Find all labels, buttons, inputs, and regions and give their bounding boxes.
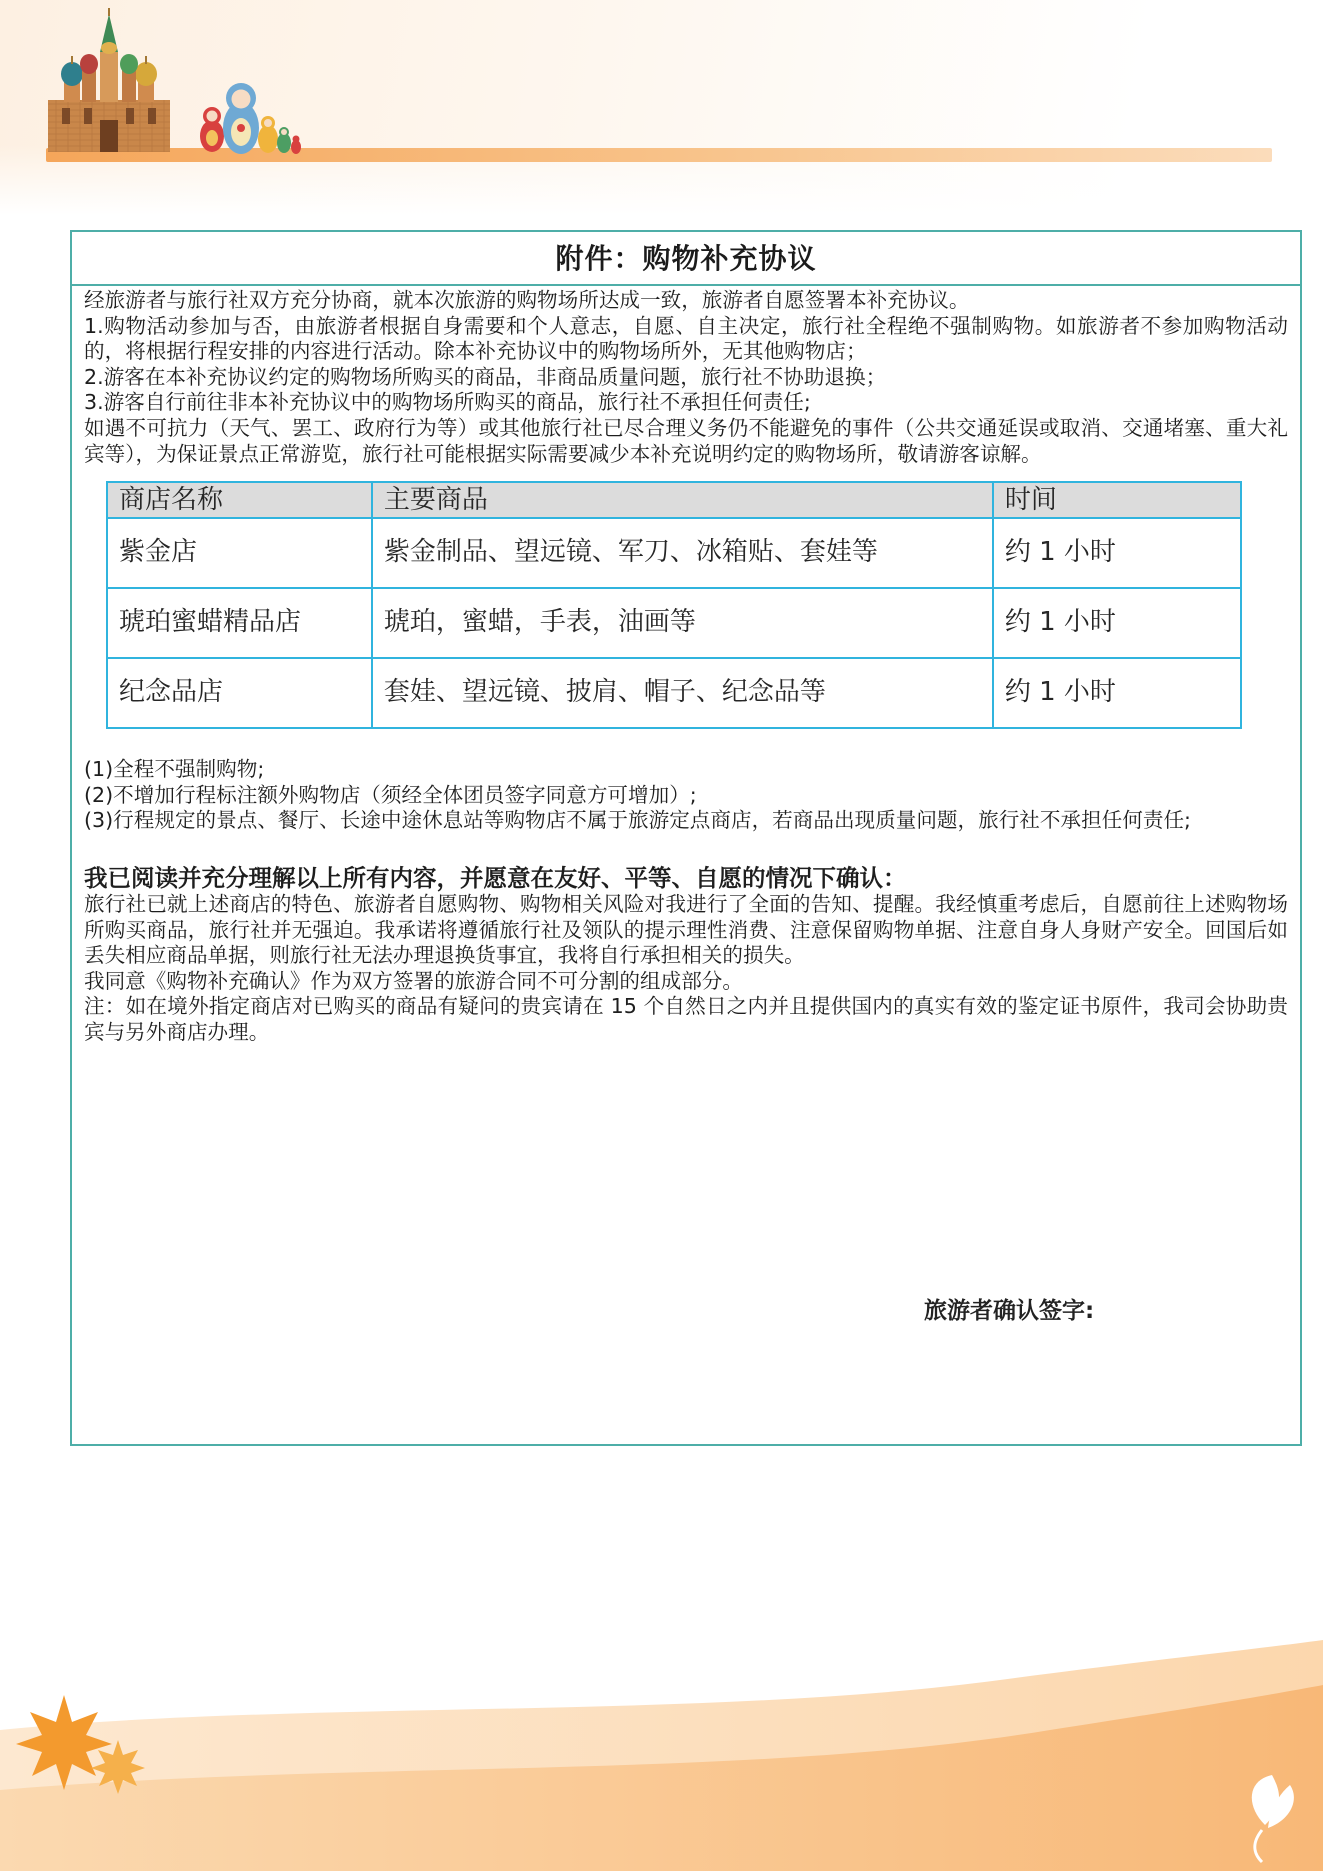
main-goods-cell: 紫金制品、望远镜、军刀、冰箱贴、套娃等 — [372, 518, 993, 588]
confirmation-heading: 我已阅读并充分理解以上所有内容，并愿意在友好、平等、自愿的情况下确认： — [84, 863, 907, 892]
confirmation-paragraph: 旅行社已就上述商店的特色、旅游者自愿购物、购物相关风险对我进行了全面的告知、提醒。我经慎重考虑后，自愿前往上述购物场所购买商品，旅行社并无强迫。我承诺将遵循旅行社及领队的提示理性消费、注意保留购物单据、注意自身人身财产安全。回国后如丢失相应商品单据，则旅行社无法办理退换货事宜，我将自行承担相关的损失。 — [84, 891, 1288, 968]
table-header-row — [107, 482, 1241, 518]
table-row — [107, 658, 1241, 728]
contract-clause-paragraph: 我同意《购物补充确认》作为双方签署的旅游合同不可分割的组成部分。 — [84, 968, 743, 993]
duration-cell: 约 1 小时 — [993, 588, 1241, 658]
duration-cell: 约 1 小时 — [993, 658, 1241, 728]
duration-cell: 约 1 小时 — [993, 518, 1241, 588]
table-row — [107, 518, 1241, 588]
shop-name-cell: 琥珀蜜蜡精品店 — [107, 588, 372, 658]
appraisal-note-paragraph: 注：如在境外指定商店对已购买的商品有疑问的贵宾请在 15 个自然日之内并且提供国内的真实有效的鉴定证书原件，我司会协助贵宾与另外商店办理。 — [84, 994, 1288, 1044]
header-illustration — [44, 8, 324, 158]
matryoshka-dolls-icon — [200, 83, 301, 154]
table-row — [107, 588, 1241, 658]
intro-paragraph: 经旅游者与旅行社双方充分协商，就本次旅游的购物场所达成一致，旅游者自愿签署本补充协议。 — [84, 288, 970, 312]
shop-table — [106, 481, 1242, 729]
notes-list — [84, 757, 1288, 834]
main-goods-cell: 琥珀，蜜蜡，手表，油画等 — [372, 588, 993, 658]
clause-1: 1.购物活动参加与否，由旅游者根据自身需要和个人意志，自愿、自主决定，旅行社全程绝不强制购物。如旅游者不参加购物活动的，将根据行程安排的内容进行活动。除本补充协议中的购物场所外，无其他购物店； — [84, 313, 1288, 364]
main-goods-cell: 套娃、望远镜、披肩、帽子、纪念品等 — [372, 658, 993, 728]
footer-illustration — [0, 1640, 1323, 1871]
column-header-shop-name: 商店名称 — [107, 482, 372, 518]
column-header-duration: 时间 — [993, 482, 1241, 518]
clause-3: 3.游客自行前往非本补充协议中的购物场所购买的商品，旅行社不承担任何责任; — [84, 390, 811, 415]
kremlin-cathedral-icon — [48, 8, 170, 152]
shop-name-cell: 纪念品店 — [107, 658, 372, 728]
note-item: (2)不增加行程标注额外购物店（须经全体团员签字同意方可增加）; — [84, 782, 697, 807]
agreement-box — [70, 230, 1302, 1446]
force-majeure-clause: 如遇不可抗力（天气、罢工、政府行为等）或其他旅行社已尽合理义务仍不能避免的事件（公共交通延误或取消、交通堵塞、重大礼宾等），为保证景点正常游览，旅行社可能根据实际需要减少本补充说明约定的购物场所，敬请游客谅解。 — [84, 415, 1288, 466]
column-header-main-goods: 主要商品 — [372, 482, 993, 518]
page-title: 附件：购物补充协议 — [72, 232, 1300, 286]
shop-name-cell: 紫金店 — [107, 518, 372, 588]
agreement-body — [72, 286, 1300, 1046]
signature-label: 旅游者确认签字: — [924, 1298, 1095, 1324]
clause-2: 2.游客在本补充协议约定的购物场所购买的商品，非商品质量问题，旅行社不协助退换； — [84, 364, 887, 389]
note-item: (1)全程不强制购物; — [84, 757, 265, 782]
note-item: (3)行程规定的景点、餐厅、长途中途休息站等购物店不属于旅游定点商店，若商品出现质量问题，旅行社不承担任何责任; — [84, 808, 1191, 833]
